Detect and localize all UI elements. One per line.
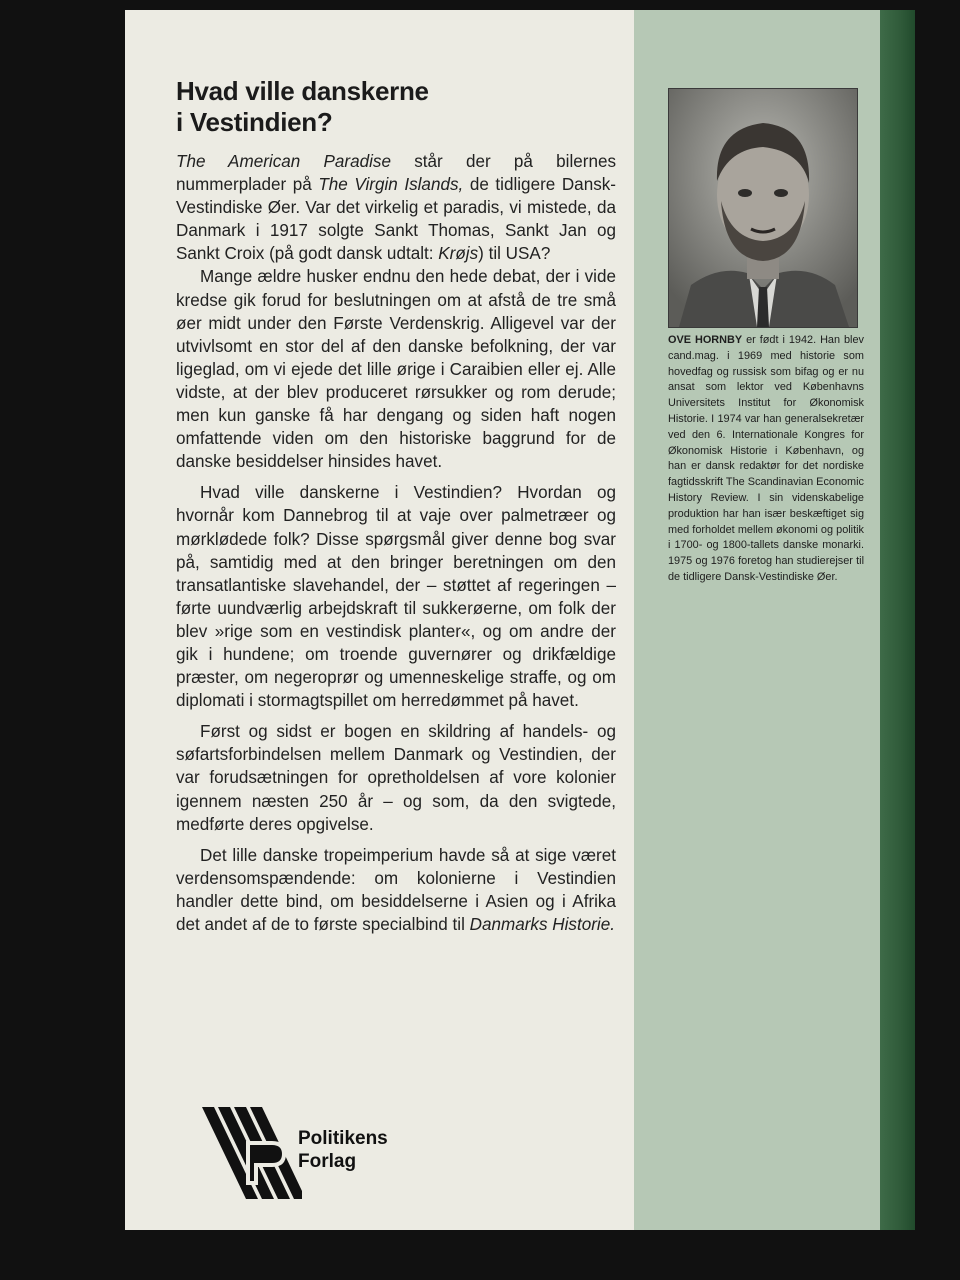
publisher-line-1: Politikens [298,1128,388,1149]
italic-american-paradise: The American Paradise [176,152,391,171]
author-portrait-photo [668,88,858,328]
blurb-paragraph-2: Mange ældre husker endnu den hede debat, der i vide kredse gik forud for beslutningen om at afstå de tre små øer midt under den Første Verdenskrig. Alligevel var der utvivlsomt en stor del af den danske befolkning, der var ligeglad, om vi ejede det lille ørige i Caraibien eller ej. Alle vidste, at der blev produceret rørsukker og rom derude; men kun ganske få har dengang og siden haft nogen omfattende viden om den historiske baggrund for de danske besiddelser hinsides havet. [176,267,616,472]
p1-segment-3: ) til USA? [478,244,551,264]
politikens-p-logo-icon [202,1107,302,1199]
italic-danmarks-historie: Danmarks Historie. [469,915,615,934]
blurb-paragraph-5 [176,844,616,936]
blurb-paragraph-4: Først og sidst er bogen en skildring af handels- og søfartsforbindelsen mellem Danmark og Vestindien, der var forudsætningen for opretholdelsen af vore kolonier igennem næsten 250 år – og som, da den svigtede, medførte deres opgivelse. [176,722,616,834]
publisher-line-2: Forlag [298,1151,357,1172]
title-line-2: i Vestindien? [176,107,333,137]
p5-text: Det lille danske tropeimperium havde så at sige været verdensomspændende: om kolonierne i Vestindien handler dette bind, om besiddelserne i Asien og i Afrika det andet af de to første specialbind til [176,845,616,934]
blurb-paragraph-3: Hvad ville danskerne i Vestindien? Hvordan og hvornår kom Dannebrog til at vaje over palmetræer og mørklødede folk? Disse spørgsmål giver denne bog svar på, samtidig med at den bringer beretningen om den transatlantiske slavehandel, der – støttet af regeringen – førte uundværlig arbejdskraft til sukkerøerne, om folk der blev »rige som en vestindisk planter«, og om andre der gik i hundene; om troende guvernører og drikfældige præster, om negeroprør og umenneskelige straffe, og om diplomati i stormagtspillet om herredømmet på havet. [176,483,616,711]
author-portrait-icon [669,89,857,327]
author-name: OVE HORNBY [668,334,743,346]
p1-segment-2: de tidligere Dansk-Vestindiske Øer. Var det virkelig et paradis, vi mistede, da Danmark i 1917 solgte Sankt Thomas, Sankt Jan og Sankt Croix (på godt dansk udtalt: [176,175,616,264]
author-bio-text: er født i 1942. Han blev cand.mag. i 1969 med historie som hovedfag og russisk som bifag og er nu ansat som lektor ved Københavns Universitets Institut for Økonomisk Historie. I 1974 var han generalsekretær ved den 6. Internationale Kongres for Økonomisk Historie i København, og han er dansk redaktør for det nordiske fagtidsskrift The Scandinavian Economic History Review. I sin videnskabelige produktion har han især beskæftiget sig med forholdet mellem økonomi og politik i 1700- og 1800-tallets danske monarki. 1975 og 1976 foretog han studierejser til de tidligere Dansk-Vestindiske Øer. [668,334,864,583]
blurb-paragraph-1 [176,150,616,265]
p1-segment-1: står der på bilernes nummerplader på [176,152,616,195]
italic-krojs: Krøjs [438,244,479,264]
book-title [176,76,596,138]
book-spine [880,10,915,1230]
publisher-name [298,1127,388,1173]
blurb-text [176,150,616,936]
author-bio [668,333,864,586]
title-line-1: Hvad ville danskerne [176,76,429,106]
italic-virgin-islands: The Virgin Islands, [318,175,464,195]
